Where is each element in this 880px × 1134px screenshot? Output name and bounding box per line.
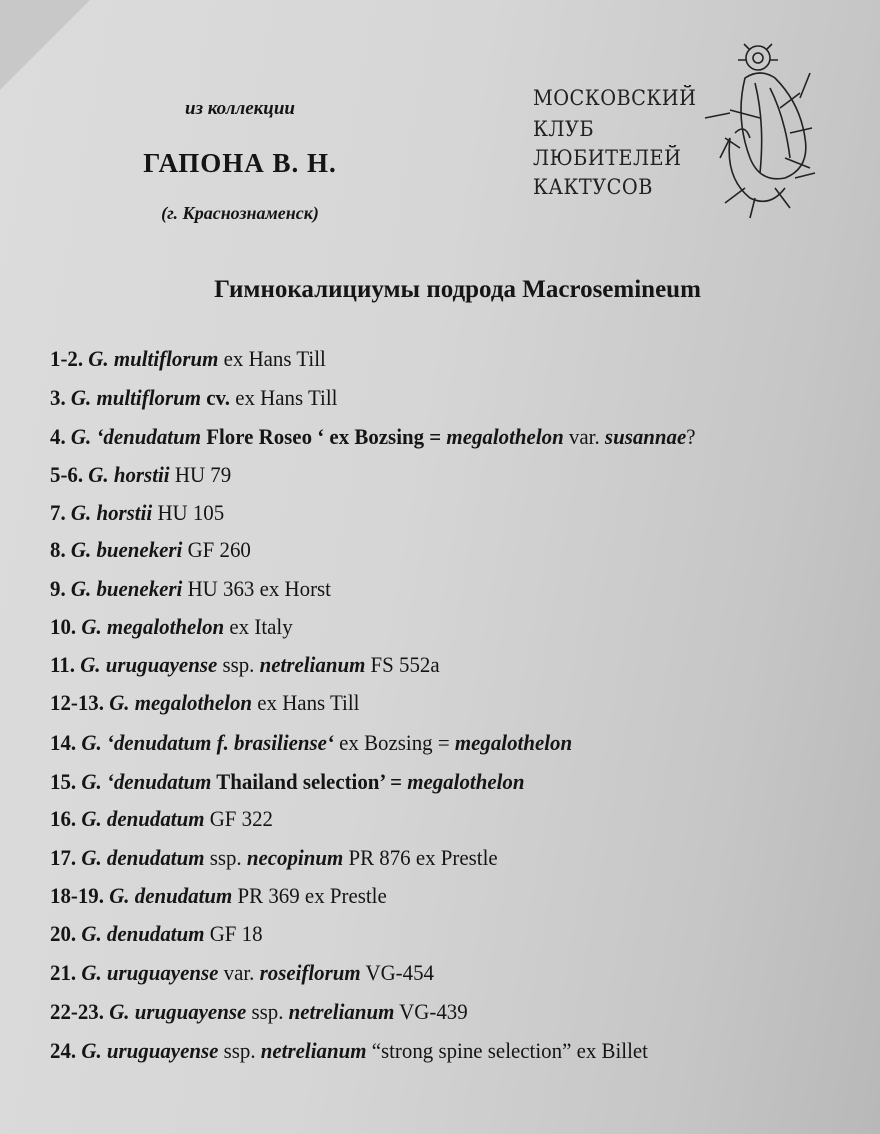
- list-item: [50, 960, 434, 986]
- document-title: Гимнокалициумы подрода Macrosemineum: [214, 276, 701, 303]
- list-item-segment: cv.: [200, 385, 231, 410]
- list-item-segment: G. megalothelon: [109, 690, 253, 715]
- list-item: [50, 576, 331, 602]
- logo-line: МОСКОВСКИЙ: [533, 86, 697, 110]
- list-item-segment: G. horstii: [70, 500, 153, 525]
- list-item-segment: PR 876 ex Prestle: [343, 845, 498, 870]
- list-item-segment: G. ‘denudatum: [70, 424, 201, 449]
- list-item-segment: ssp.: [217, 652, 260, 677]
- list-item-segment: 11.: [50, 652, 81, 677]
- list-item-segment: GF 260: [182, 537, 251, 562]
- list-item-segment: ex Bozsing =: [333, 730, 455, 755]
- list-item-segment: 16.: [50, 806, 82, 831]
- cactus-drawing-icon: [700, 38, 820, 223]
- list-item-segment: G. horstii: [88, 462, 170, 487]
- list-item-segment: 4.: [50, 424, 71, 449]
- list-item-segment: G. uruguayense: [81, 1038, 219, 1063]
- list-item-segment: G. uruguayense: [109, 999, 247, 1024]
- list-item-segment: ssp.: [246, 999, 289, 1024]
- list-item-segment: G. multiflorum: [88, 346, 219, 371]
- list-item-segment: GF 322: [204, 806, 273, 831]
- logo-line: ЛЮБИТЕЛЕЙ: [533, 146, 682, 170]
- list-item-segment: G. ‘denudatum f. brasiliense‘: [81, 730, 334, 755]
- list-item-segment: ex Hans Till: [230, 385, 338, 410]
- list-item-segment: GF 18: [204, 921, 263, 946]
- list-item-segment: VG-439: [394, 999, 468, 1024]
- list-item-segment: 10.: [50, 614, 82, 639]
- list-item: [50, 806, 273, 832]
- logo-line: КАКТУСОВ: [533, 175, 653, 199]
- list-item: [50, 462, 231, 488]
- list-item-segment: ssp.: [218, 1038, 261, 1063]
- list-item-segment: 12-13.: [50, 690, 110, 715]
- list-item-segment: VG-454: [360, 960, 435, 985]
- list-item-segment: var.: [563, 424, 605, 449]
- list-item-segment: 18-19.: [50, 883, 110, 908]
- list-item: [50, 883, 387, 909]
- list-item-segment: 3.: [50, 385, 71, 410]
- paper-corner-shadow: [0, 0, 90, 90]
- list-item: [50, 537, 251, 563]
- list-item-segment: G. buenekeri: [70, 576, 183, 601]
- list-item-segment: PR 369 ex Prestle: [232, 883, 387, 908]
- list-item-segment: HU 363 ex Horst: [182, 576, 331, 601]
- list-item-segment: G. denudatum: [81, 845, 205, 870]
- list-item: [50, 652, 440, 678]
- list-item-segment: 15.: [50, 769, 82, 794]
- list-item-segment: necopinum: [246, 845, 344, 870]
- owner-city: (г. Краснознаменск): [161, 203, 319, 223]
- list-item-segment: netrelianum: [260, 1038, 367, 1063]
- list-item-segment: 9.: [50, 576, 71, 601]
- list-item-segment: HU 105: [152, 500, 225, 525]
- list-item-segment: 21.: [50, 960, 82, 985]
- list-item-segment: FS 552a: [365, 652, 440, 677]
- list-item-segment: 20.: [50, 921, 82, 946]
- list-item: [50, 500, 224, 526]
- list-item-segment: “strong spine selection” ex Billet: [366, 1038, 648, 1063]
- list-item: [50, 845, 498, 871]
- list-item: [50, 346, 326, 372]
- list-item-segment: netrelianum: [288, 999, 395, 1024]
- list-item-segment: G. denudatum: [109, 883, 233, 908]
- list-item-segment: susannae: [604, 424, 687, 449]
- list-item-segment: ex Italy: [224, 614, 293, 639]
- list-item-segment: 5-6.: [50, 462, 89, 487]
- list-item-segment: ssp.: [204, 845, 247, 870]
- list-item-segment: G. ‘denudatum: [81, 769, 212, 794]
- owner-name: ГАПОНА В. Н.: [143, 148, 337, 178]
- list-item-segment: G. uruguayense: [81, 960, 219, 985]
- list-item-segment: megalothelon: [446, 424, 564, 449]
- list-item-segment: G. denudatum: [81, 806, 205, 831]
- list-item: [50, 614, 293, 640]
- list-item-segment: var.: [218, 960, 260, 985]
- list-item-segment: HU 79: [169, 462, 232, 487]
- list-item-segment: G. uruguayense: [80, 652, 218, 677]
- list-item-segment: 17.: [50, 845, 82, 870]
- list-item-segment: ex Hans Till: [252, 690, 360, 715]
- list-item-segment: 1-2.: [50, 346, 89, 371]
- list-item: [50, 999, 468, 1025]
- list-item-segment: ex Hans Till: [218, 346, 326, 371]
- list-item-segment: G. buenekeri: [70, 537, 183, 562]
- logo-line: КЛУБ: [533, 117, 595, 141]
- list-item: [50, 730, 572, 756]
- list-item-segment: roseiflorum: [259, 960, 361, 985]
- list-item: [50, 385, 337, 411]
- list-item-segment: ?: [686, 424, 696, 449]
- list-item-segment: Thailand selection’ =: [211, 769, 408, 794]
- list-item-segment: 22-23.: [50, 999, 110, 1024]
- list-item-segment: megalothelon: [454, 730, 573, 755]
- list-item-segment: netrelianum: [259, 652, 366, 677]
- list-item-segment: 24.: [50, 1038, 82, 1063]
- list-item-segment: G. megalothelon: [81, 614, 225, 639]
- list-item: [50, 921, 263, 947]
- list-item: [50, 769, 524, 795]
- list-item: [50, 1038, 648, 1064]
- list-item-segment: Flore Roseo ‘ ex Bozsing =: [200, 424, 447, 449]
- list-item-segment: G. multiflorum: [70, 385, 201, 410]
- list-item: [50, 424, 696, 450]
- list-item-segment: megalothelon: [407, 769, 525, 794]
- list-item-segment: 7.: [50, 500, 71, 525]
- collection-label: из коллекции: [185, 98, 295, 119]
- list-item-segment: 8.: [50, 537, 71, 562]
- list-item-segment: G. denudatum: [81, 921, 205, 946]
- list-item: [50, 690, 359, 716]
- list-item-segment: 14.: [50, 730, 82, 755]
